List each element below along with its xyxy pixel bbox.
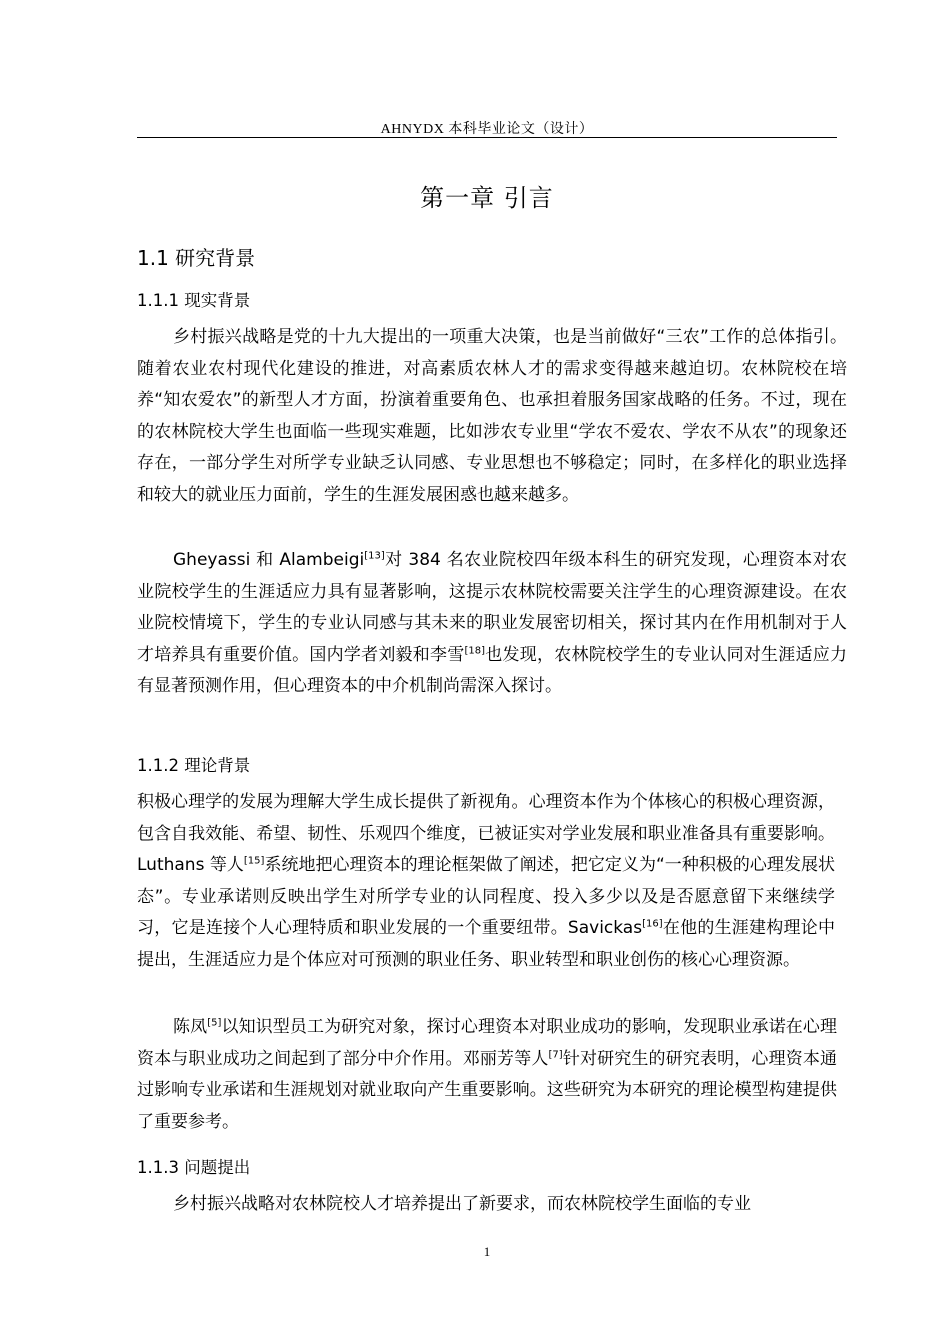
citation: [5] [207, 1017, 222, 1029]
section-heading-1-1-3: 1.1.3 问题提出 [137, 1158, 251, 1177]
text-segment: 也发现，农林院校学生的专业认同对生涯适应力有显著预测作用，但心理资本的中介机制尚需深入探讨。 [137, 644, 848, 697]
paragraph-theory-background-1 [137, 787, 835, 977]
header-rule [137, 137, 837, 138]
section-heading-1-1: 1.1 研究背景 [137, 246, 256, 270]
paragraph-realistic-background-1: 乡村振兴战略是党的十九大提出的一项重大决策，也是当前做好“三农”工作的总体指引。随着农业农村现代化建设的推进，对高素质农林人才的需求变得越来越迫切。农林院校在培养“知农爱农”的新型人才方面，扮演着重要角色、也承担着服务国家战略的任务。不过，现在的农林院校大学生也面临一些现实难题，比如涉农专业里“学农不爱农、学农不从农”的现象还存在，一部分学生对所学专业缺乏认同感、专业思想也不够稳定；同时，在多样化的职业选择和较大的就业压力面前，学生的生涯发展困惑也越来越多。 [137, 327, 847, 505]
running-header: AHNYDX 本科毕业论文（设计） [380, 122, 594, 137]
citation: [18] [464, 645, 486, 657]
citation: [13] [364, 550, 385, 562]
citation: [15] [243, 855, 265, 867]
text-segment: 在他的生涯建构理论中提出，生涯适应力是个体应对可预测的职业任务、职业转型和职业创伤的核心心理资源。 [137, 918, 835, 970]
citation: [7] [548, 1048, 563, 1060]
chapter-title: 第一章 引言 [420, 184, 554, 212]
paragraph-realistic-background-2 [137, 545, 847, 703]
paragraph-problem-statement: 乡村振兴战略对农林院校人才培养提出了新要求，而农林院校学生面临的专业 [173, 1194, 751, 1214]
page-number: 1 [483, 1244, 491, 1259]
citation: [16] [642, 918, 663, 930]
section-heading-1-1-2: 1.1.2 理论背景 [137, 756, 251, 775]
text-segment: 陈凤 [173, 1017, 208, 1037]
text-segment: Gheyassi 和 Alambeigi [173, 550, 365, 570]
text-segment: 系统地把心理资本的理论框架做了阐述，把它定义为“一种积极的心理发展状态”。专业承诺则反映出学生对所学专业的认同程度、投入多少以及是否愿意留下来继续学习，它是连接个人心理特质和职业发展的一个重要纽带。Savickas [137, 855, 835, 939]
text-segment: 针对研究生的研究表明，心理资本通过影响专业承诺和生涯规划对就业取向产生重要影响。这些研究为本研究的理论模型构建提供了重要参考。 [137, 1048, 838, 1132]
text-segment: 积极心理学的发展为理解大学生成长提供了新视角。心理资本作为个体核心的积极心理资源，包含自我效能、希望、韧性、乐观四个维度，已被证实对学业发展和职业准备具有重要影响。Luthans 等人 [137, 792, 835, 876]
section-heading-1-1-1: 1.1.1 现实背景 [137, 291, 251, 310]
text-segment: 对 384 名农业院校四年级本科生的研究发现，心理资本对农业院校学生的生涯适应力具有显著影响，这提示农林院校需要关注学生的心理资源建设。在农业院校情境下，学生的专业认同感与其未来的职业发展密切相关，探讨其内在作用机制对于人才培养具有重要价值。国内学者刘毅和李雪 [137, 550, 847, 665]
paragraph-theory-background-2 [137, 1012, 837, 1138]
text-segment: 以知识型员工为研究对象，探讨心理资本对职业成功的影响，发现职业承诺在心理资本与职业成功之间起到了部分中介作用。邓丽芳等人 [137, 1017, 837, 1069]
